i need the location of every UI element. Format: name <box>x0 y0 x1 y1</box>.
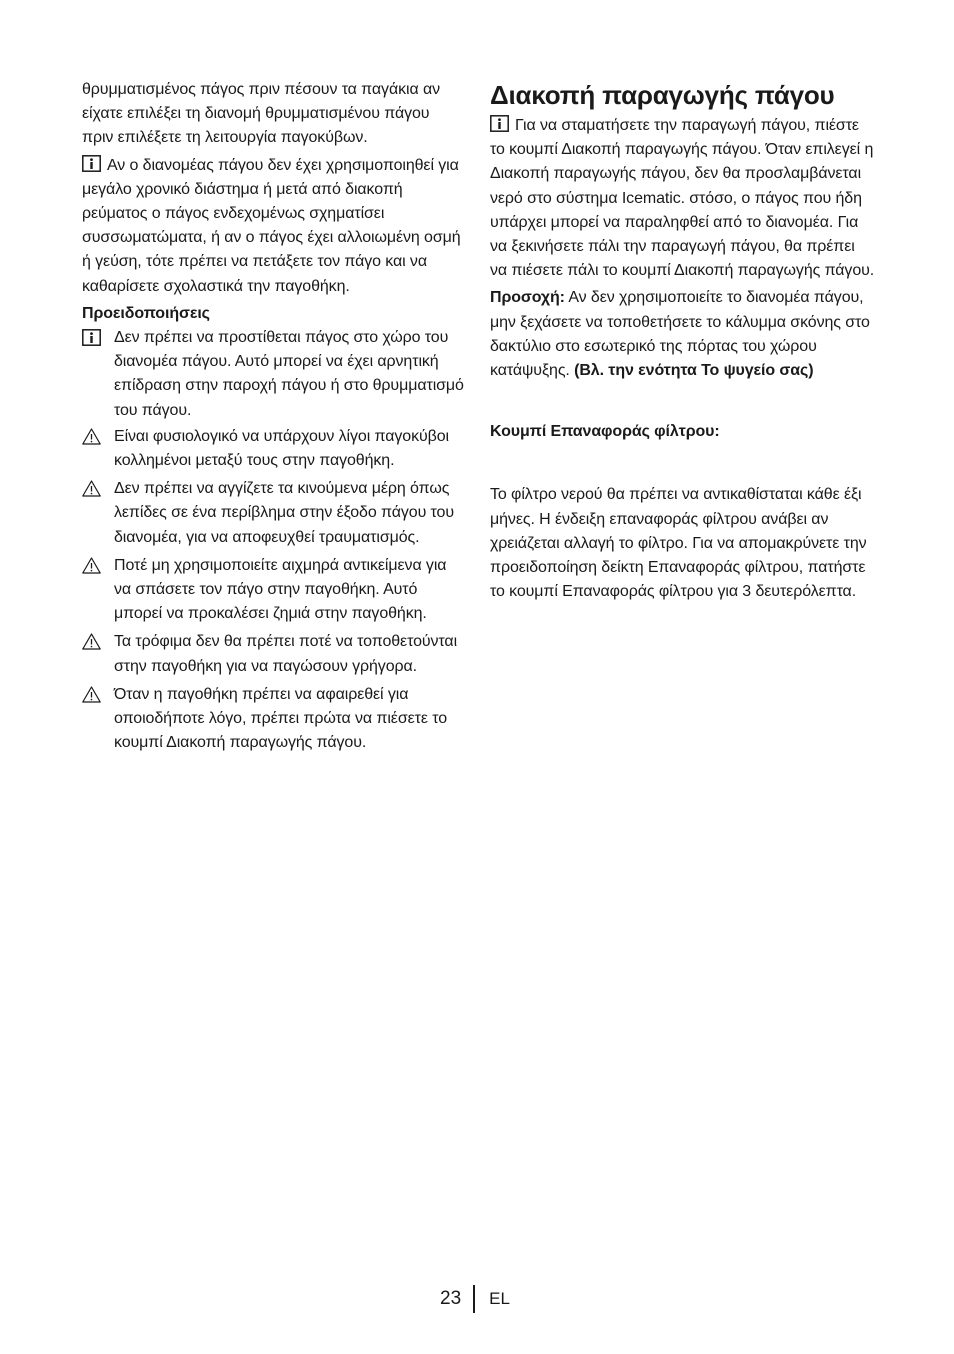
warning-text: Δεν πρέπει να αγγίζετε τα κινούμενα μέρη όπως λεπίδες σε ένα περίβλημα στην έξοδο πάγου του διανομέα, για να αποφευχθεί τραυματισμός. <box>114 480 455 546</box>
section-title: Διακοπή παραγωγής πάγου <box>490 80 835 110</box>
left-column <box>82 78 464 757</box>
warning-text: Όταν η παγοθήκη πρέπει να αφαιρεθεί για οποιοδήποτε λόγο, πρέπει πρώτα να πιέσετε το κουμπί Διακοπή παραγωγής πάγου. <box>114 685 448 752</box>
info-icon <box>82 329 101 346</box>
warning-text: Ποτέ μη χρησιμοποιείτε αιχμηρά αντικείμενα για να σπάσετε τον πάγο στην παγοθήκη. Αυτό μπορεί να προκαλέσει ζημιά στην παγοθήκη. <box>114 556 447 623</box>
warning-text: Δεν πρέπει να προστίθεται πάγος στο χώρο του διανομέα πάγου. Αυτό μπορεί να έχει αρνητική επίδραση στην παροχή πάγου ή στο θρυμματισμό του πάγου. <box>114 329 464 419</box>
filter-reset-heading: Κουμπί Επαναφοράς φίλτρου: <box>490 423 720 441</box>
warning-item <box>82 326 464 423</box>
caution-reference: (Βλ. την ενότητα Το ψυγείο σας) <box>574 362 814 380</box>
warning-icon <box>82 428 101 445</box>
filter-reset-paragraph: Το φίλτρο νερού θα πρέπει να αντικαθίσταται κάθε έξι μήνες. Η ένδειξη επαναφοράς φίλτρου ανάβει αν χρειάζεται αλλαγή το φίλτρο. Για να απομακρύνετε την προειδοποίηση δείκτη Επαναφοράς φίλτρου, πατήστε το κουμπί Επαναφοράς φίλτρου για 3 δευτερόλεπτα. <box>490 486 867 601</box>
stop-info-text: Για να σταματήσετε την παραγωγή πάγου, πιέστε το κουμπί Διακοπή παραγωγής πάγου. Όταν επιλεγεί η Διακοπή παραγωγής πάγου, δεν θα προσλαμβάνεται νερό στο σύστημα Icematic. στόσο, ο πάγος που ήδη υπάρχει μπορεί να παραληφθεί από το διανομέα. Για να ξεκινήσετε πάλι την παραγωγή πάγου, θα πρέπει να πιέσετε πάλι το κουμπί Διακοπή παραγωγής πάγου. <box>490 117 875 280</box>
warning-icon <box>82 633 101 650</box>
info-icon <box>82 155 101 172</box>
warning-item <box>82 683 464 756</box>
language-code: EL <box>489 1289 510 1308</box>
caution-paragraph <box>490 286 875 383</box>
info-note <box>82 154 464 299</box>
caution-label: Προσοχή: <box>490 289 565 307</box>
page-number: 23 <box>440 1288 462 1309</box>
warning-icon <box>82 557 101 574</box>
warning-icon <box>82 480 101 497</box>
warning-item <box>82 554 464 627</box>
warning-icon <box>82 686 101 703</box>
info-note-text: Αν ο διανομέας πάγου δεν έχει χρησιμοποιηθεί για μεγάλο χρονικό διάστημα ή μετά από διακοπή ρεύματος ο πάγος ενδεχομένως σχηματίσει συσσωματώματα, ή αν ο πάγος έχει αλλοιωμένη οσμή ή γεύση, τότε πρέπει να πετάξετε τον πάγο και να καθαρίσετε σχολαστικά την παγοθήκη. <box>82 156 461 295</box>
warning-text: Τα τρόφιμα δεν θα πρέπει ποτέ να τοποθετούνται στην παγοθήκη για να παγώσουν γρήγορα. <box>114 633 458 675</box>
page-footer <box>440 1285 510 1313</box>
stop-info-paragraph <box>490 114 875 283</box>
right-column <box>490 78 875 607</box>
warnings-heading: Προειδοποιήσεις <box>82 304 210 322</box>
footer-divider <box>473 1285 475 1313</box>
caution-text: Αν δεν χρησιμοποιείτε το διανομέα πάγου, μην ξεχάσετε να τοποθετήσετε το κάλυμμα σκόνης στο δακτύλιο στο εσωτερικό της πόρτας του χώρου κατάψυξης. <box>490 289 870 380</box>
intro-paragraph: θρυμματισμένος πάγος πριν πέσουν τα παγάκια αν είχατε επιλέξει τη διανομή θρυμματισμένου πάγου πριν επιλέξετε τη λειτουργία παγοκύβων. <box>82 81 440 147</box>
warning-item <box>82 425 464 473</box>
warning-item <box>82 477 464 550</box>
warning-text: Είναι φυσιολογικό να υπάρχουν λίγοι παγοκύβοι κολλημένοι μεταξύ τους στην παγοθήκη. <box>114 427 449 470</box>
warning-item <box>82 630 464 678</box>
info-icon <box>490 115 509 132</box>
